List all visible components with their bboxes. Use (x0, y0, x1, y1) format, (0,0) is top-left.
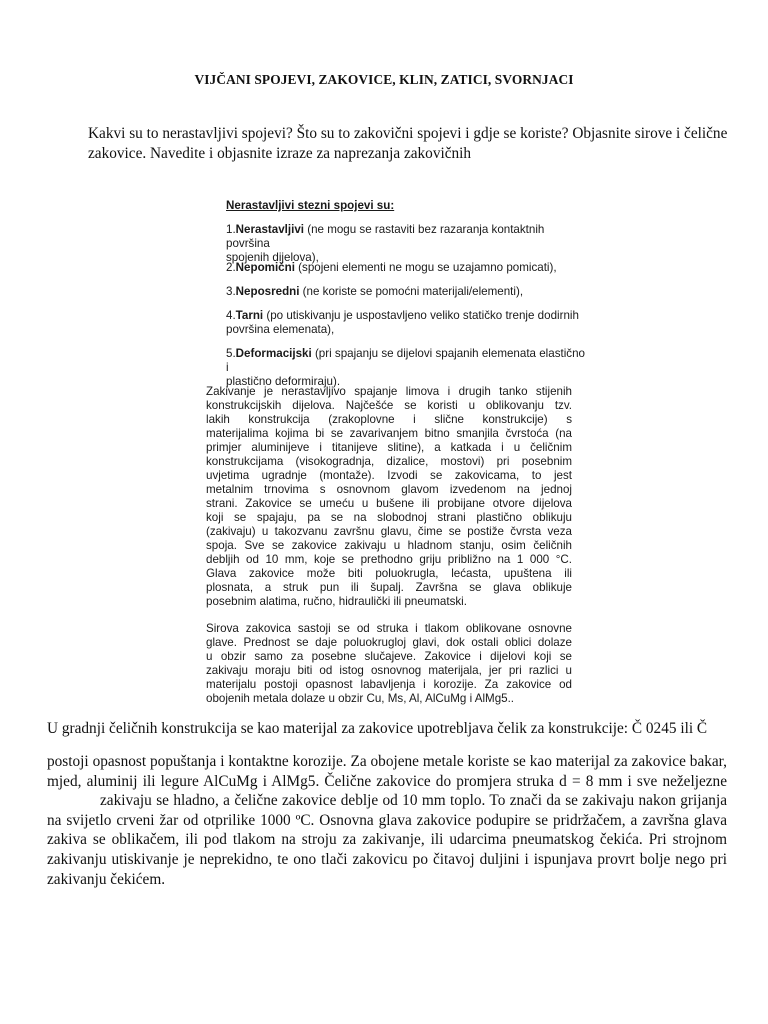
list-item-text: (po utiskivanju je uspostavljeno veliko statičko trenje dodirnih (263, 309, 579, 322)
body-line: zakivanju čekićem. (47, 870, 166, 888)
paragraph-line: konstrukcijama (visokogradnja, dizalice, mostovi) pri posebnim (206, 455, 572, 468)
paragraph-line: primjer aluminijeve i titanijeve slitine), a katkada i u čeličnim (206, 441, 572, 454)
list-item (226, 309, 586, 337)
paragraph-line: (zakivaju) u takozvanu završnu glavu, čime se postiže čvrsta veza (206, 525, 572, 538)
list-item-text: (pri spajanju se dijelovi spajanih elemenata elastično i (226, 347, 585, 374)
list-item (226, 261, 586, 275)
paragraph-line: plosnata, a struk pun ili šupalj. Završna se glava oblikuje (206, 581, 572, 594)
rivet-paragraph (206, 385, 572, 609)
list-item-number: 1. (226, 223, 236, 236)
paragraph-line: lakih konstrukcija (zrakoplovne i slične konstrukcije) s (206, 413, 572, 426)
list-item-term: Nepomični (235, 261, 295, 274)
paragraph-line: materijalima kojima bi se zavarivanjem bitno smanjila čvrstoća (na (206, 427, 572, 440)
list-item-number: 3. (226, 285, 236, 298)
paragraph-line: obojenih metala dolaze u obzir Cu, Ms, Al, AlCuMg i AlMg5.. (206, 692, 515, 705)
paragraph-line: materijalu postoji opasnost labavljenja i korozije. Za zakovice od (206, 678, 572, 691)
body-first-line: U gradnji čeličnih konstrukcija se kao materijal za zakovice upotrebljava čelik za konstrukcije: Č 0245 ili Č (47, 720, 708, 737)
document-title: VIJČANI SPOJEVI, ZAKOVICE, KLIN, ZATICI, SVORNJACI (194, 72, 574, 87)
list-item-continuation: plastično deformiraju). (226, 375, 341, 388)
paragraph-line: zakivaju moraju biti od istog osnovnog materijala, jer pri razlici u (206, 664, 572, 677)
list-item-text: (spojeni elementi ne mogu se uzajamno pomicati), (294, 261, 557, 274)
list-item (226, 347, 586, 389)
body-line: zakivanju utiskivanje je neprekidno, te ono tlači zakovicu po čitavoj duljini i ispunjava provrt bolje nego pri (47, 850, 727, 868)
paragraph-line: posebnim alatima, ručno, hidraulički ili pneumatski. (206, 595, 467, 608)
paragraph-line: uvjetima ugradnje (montaže). Izvodi se zakovicama, to jest (206, 469, 572, 482)
body-line: na svijetlo crveni žar od otprilike 1000 ºC. Osnovna glava zakovice podupire se pridržačem, a završna glava (47, 811, 727, 829)
body-line: zakiva se oblikačem, ili pod tlakom na stroju za zakivanje, ili udarcima pneumatskog čekića. Pri strojnom (47, 831, 727, 849)
paragraph-line: koji se spajaju, pa se na slobodnoj strani plastično oblikuju (206, 511, 572, 524)
list-item-number: 4. (226, 309, 236, 322)
paragraph-line: Zakivanje je nerastavljivo spajanje limova i drugih tanko stijenih (206, 385, 572, 398)
question-line: zakovice. Navedite i objasnite izraze za naprezanja zakovičnih (88, 145, 472, 162)
list-item-number: 5. (226, 347, 236, 360)
paragraph-line: glave. Prednost se daje poluokrugloj glavi, dok ostali oblici dolaze (206, 636, 572, 649)
body-line: mjed, aluminij ili legure AlCuMg i AlMg5. Čelične zakovice do promjera struka d = 8 mm i sve neželjezne (47, 772, 727, 790)
list-item-term: Nerastavljivi (235, 223, 304, 236)
paragraph-line: konstrukcijskih dijelova. Najčešće se koristi u oblikovanju tzv. (206, 399, 572, 412)
body-line: zakivaju se hladno, a čelične zakovice deblje od 10 mm toplo. To znači da se zakivaju nakon grijanja (100, 792, 727, 810)
paragraph-line: spoja. Sve se zakovice zakivaju u hladnom stanju, osim čeličnih (206, 539, 572, 552)
paragraph-line: metalnim trnovima s osnovnom glavom izvedenom na jednoj (206, 483, 572, 496)
paragraph-line: u obzir samo za posebne slučajeve. Zakovice i dijelovi koji se (206, 650, 572, 663)
paragraph-line: Sirova zakovica sastoji se od struka i tlakom oblikovane osnovne (206, 622, 572, 635)
list-item-term: Neposredni (235, 285, 300, 298)
list-item (226, 223, 586, 265)
paragraph-line: debljih od 10 mm, koje se prethodno griju približno na 1 000 °C. (206, 553, 572, 566)
list-item-text: (ne koriste se pomoćni materijali/elementi), (299, 285, 524, 298)
box-heading: Nerastavljivi stezni spojevi su: (226, 199, 395, 212)
list-item-term: Deformacijski (235, 347, 312, 360)
body-paragraph (47, 752, 727, 889)
list-item-term: Tarni (235, 309, 264, 322)
question-line: Kakvi su to nerastavljivi spojevi? Što su to zakovični spojevi i gdje se koriste? Objasnite sirove i čelične (88, 125, 728, 142)
body-line: postoji opasnost popuštanja i kontaktne korozije. Za obojene metale koriste se kao materijal za zakovice bakar, (47, 753, 727, 770)
list-item-number: 2. (226, 261, 236, 274)
list-item-continuation: površina elemenata), (226, 323, 335, 336)
list-item-text: (ne mogu se rastaviti bez razaranja kontaktnih površina (226, 223, 545, 250)
question-text (88, 124, 728, 164)
paragraph-line: Glava zakovice može biti poluokrugla, lećasta, upuštena ili (206, 567, 572, 580)
list-item (226, 285, 586, 299)
paragraph-line: strani. Zakovice se umeću u bušene ili probijane otvore dijelova (206, 497, 572, 510)
raw-rivet-paragraph (206, 622, 572, 706)
list-item-continuation: spojenih dijelova), (226, 251, 319, 264)
